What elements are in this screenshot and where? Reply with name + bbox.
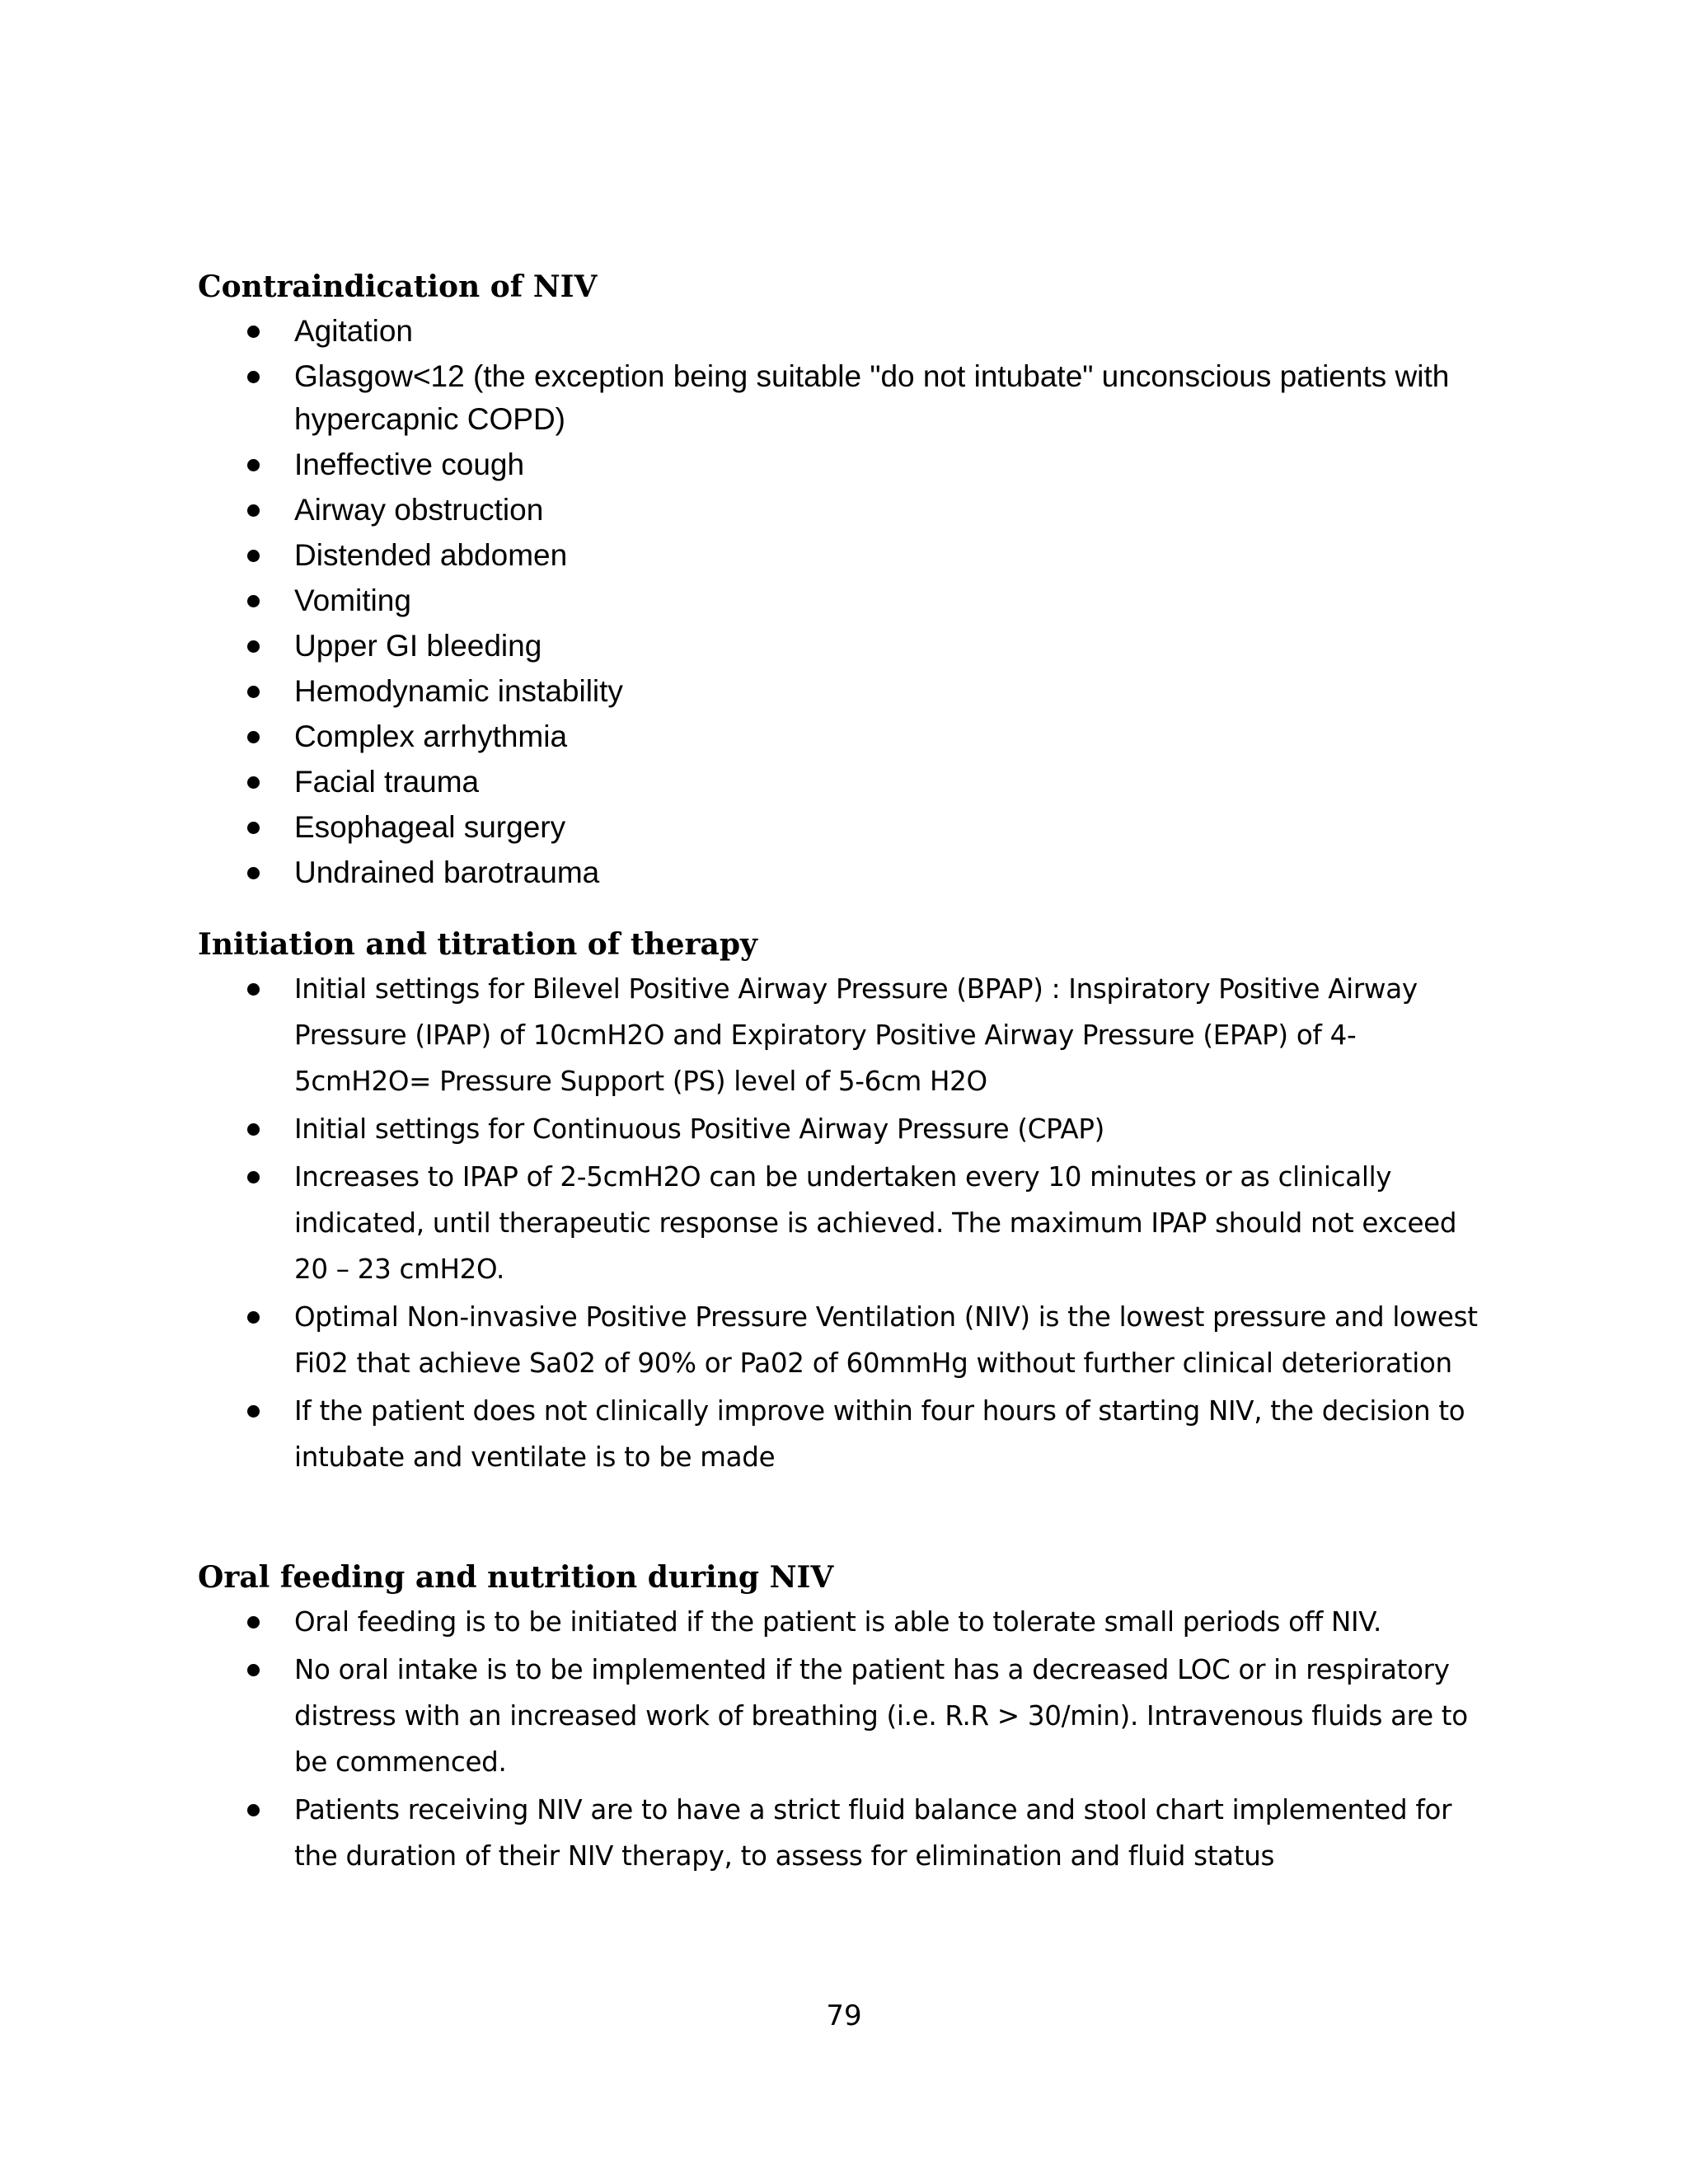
bullet-icon bbox=[247, 1664, 260, 1676]
bullet-icon bbox=[247, 822, 260, 834]
bullet-icon bbox=[247, 459, 260, 471]
contraindication-list bbox=[0, 310, 1688, 897]
list-item: Hemodynamic instability bbox=[0, 670, 1688, 713]
list-item: No oral intake is to be implemented if the patient has a decreased LOC or in respiratory distress with an increased work of breathing (i.e. R.R > 30/min). Intravenous fluids are to be commenced. bbox=[0, 1647, 1688, 1785]
bullet-icon bbox=[247, 640, 260, 653]
oral-feeding-list bbox=[0, 1599, 1688, 1881]
bullet-icon bbox=[247, 595, 260, 607]
list-item: Upper GI bleeding bbox=[0, 625, 1688, 668]
bullet-icon bbox=[247, 983, 260, 996]
bullet-icon bbox=[247, 686, 260, 698]
list-item: Oral feeding is to be initiated if the patient is able to tolerate small periods off NIV. bbox=[0, 1599, 1688, 1645]
list-item: Esophageal surgery bbox=[0, 806, 1688, 849]
bullet-icon bbox=[247, 1123, 260, 1136]
list-item: Patients receiving NIV are to have a strict fluid balance and stool chart implemented for the duration of their NIV therapy, to assess for elimination and fluid status bbox=[0, 1787, 1688, 1879]
page-number: 79 bbox=[826, 1999, 862, 2032]
list-item: Glasgow<12 (the exception being suitable "do not intubate" unconscious patients with hypercapnic COPD) bbox=[0, 355, 1688, 441]
initiation-list bbox=[0, 966, 1688, 1482]
bullet-icon bbox=[247, 1311, 260, 1324]
list-item: Initial settings for Bilevel Positive Airway Pressure (BPAP) : Inspiratory Positive Airway Pressure (IPAP) of 10cmH2O and Expiratory Positive Airway Pressure (EPAP) of 4-5cmH2O= Pressure Support (PS) level of 5-6cm H2O bbox=[0, 966, 1688, 1104]
bullet-icon bbox=[247, 1171, 260, 1183]
bullet-icon bbox=[247, 867, 260, 879]
list-item: Increases to IPAP of 2-5cmH2O can be undertaken every 10 minutes or as clinically indicated, until therapeutic response is achieved. The maximum IPAP should not exceed 20 – 23 cmH2O. bbox=[0, 1154, 1688, 1292]
heading-initiation: Initiation and titration of therapy bbox=[198, 927, 757, 962]
bullet-icon bbox=[247, 1405, 260, 1418]
list-item: Undrained barotrauma bbox=[0, 851, 1688, 894]
bullet-icon bbox=[247, 1804, 260, 1816]
heading-oral-feeding: Oral feeding and nutrition during NIV bbox=[198, 1560, 834, 1595]
bullet-icon bbox=[247, 776, 260, 789]
bullet-icon bbox=[247, 550, 260, 562]
bullet-icon bbox=[247, 731, 260, 743]
bullet-icon bbox=[247, 371, 260, 383]
list-item: Agitation bbox=[0, 310, 1688, 353]
bullet-icon bbox=[247, 326, 260, 338]
heading-contraindication: Contraindication of NIV bbox=[198, 269, 598, 304]
list-item: Distended abdomen bbox=[0, 534, 1688, 577]
list-item: Optimal Non-invasive Positive Pressure Ventilation (NIV) is the lowest pressure and lowest Fi02 that achieve Sa02 of 90% or Pa02 of 60mmHg without further clinical deterioration bbox=[0, 1294, 1688, 1386]
list-item: Facial trauma bbox=[0, 761, 1688, 804]
bullet-icon bbox=[247, 504, 260, 517]
bullet-icon bbox=[247, 1616, 260, 1629]
list-item: Initial settings for Continuous Positive Airway Pressure (CPAP) bbox=[0, 1106, 1688, 1152]
list-item: Vomiting bbox=[0, 579, 1688, 622]
list-item: Ineffective cough bbox=[0, 443, 1688, 486]
list-item: Complex arrhythmia bbox=[0, 715, 1688, 758]
list-item: Airway obstruction bbox=[0, 489, 1688, 532]
list-item: If the patient does not clinically improve within four hours of starting NIV, the decision to intubate and ventilate is to be made bbox=[0, 1388, 1688, 1480]
